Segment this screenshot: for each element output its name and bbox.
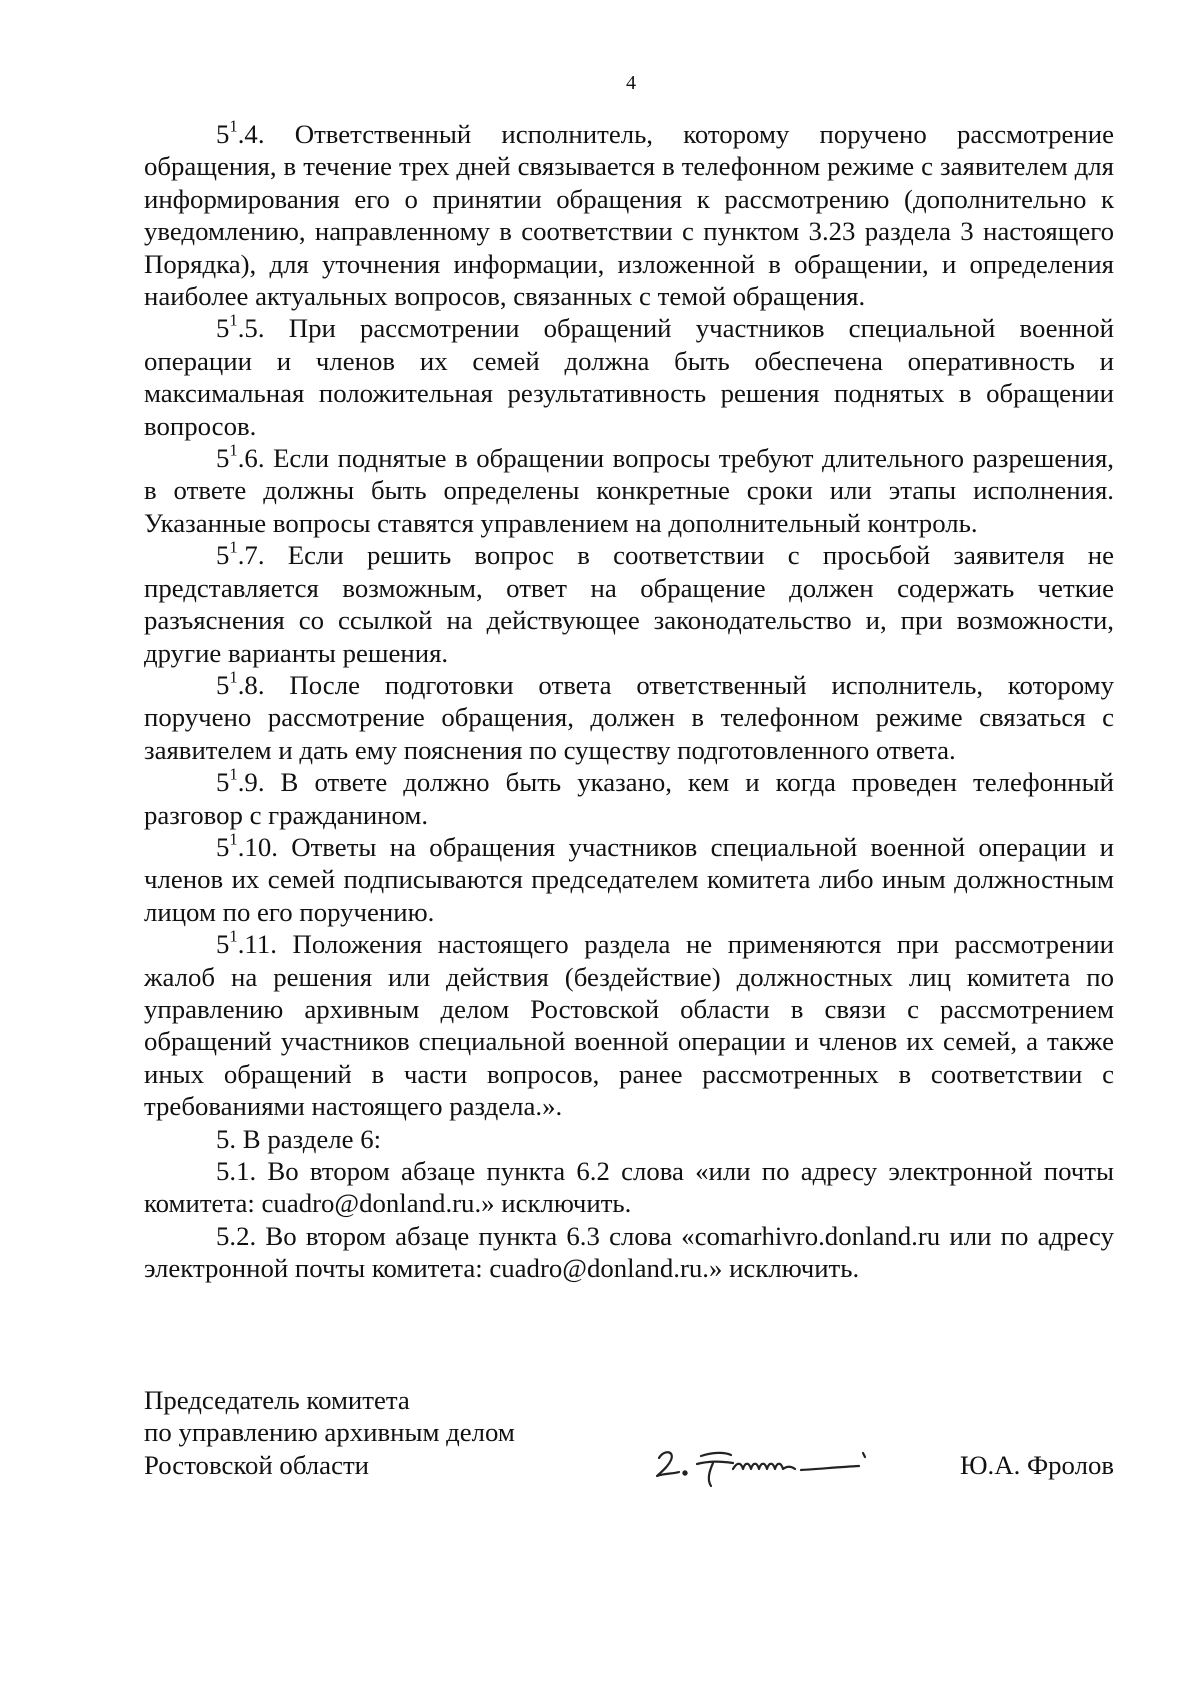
handwritten-signature [649, 1436, 879, 1492]
paragraph-5-1: 5.1. Во втором абзаце пункта 6.2 слова «или по адресу электронной почты комитета: cuadro@donland.ru.» исключить. [144, 1156, 1114, 1219]
page-number: 4 [626, 72, 636, 94]
paragraph-5-1-7: $5^1.7$. Если решить вопрос в соответствии с просьбой заявителя не представляется возможным, ответ на обращение должен содержать четкие разъяснения со ссылкой на действующее законодательство и, при возможности, другие варианты решения. [144, 537, 1114, 668]
signatory-title-line: по управлению архивным делом [144, 1417, 515, 1448]
paragraph-5: 5. В разделе 6: [216, 1123, 382, 1154]
paragraph-5-1-6: $5^1.6$. Если поднятые в обращении вопросы требуют длительного разрешения, в ответе должны быть определены конкретные сроки или этапы исполнения. Указанные вопросы ставятся управлением на дополнительный контроль. [144, 440, 1114, 538]
document-body [144, 118, 1114, 1285]
paragraph-5-1-11: $5^1.11$. Положения настоящего раздела не применяются при рассмотрении жалоб на решения или действия (бездействие) должностных лиц комитета по управлению архивным делом Ростовской области в связи с рассмотрением обращений участников специальной военной операции и членов их семей, а также иных обращений в части вопросов, ранее рассмотренных в соответствии с требованиями настоящего раздела.». [144, 926, 1114, 1122]
paragraph-5-1-8: $5^1.8$. После подготовки ответа ответственный исполнитель, которому поручено рассмотрение обращения, должен в телефонном режиме связаться с заявителем и дать ему пояснения по существу подготовленного ответа. [144, 667, 1114, 765]
paragraph-5-1-4: $5^1.4$. Ответственный исполнитель, которому поручено рассмотрение обращения, в течение трех дней связывается в телефонном режиме с заявителем для информирования его о принятии обращения к рассмотрению (дополнительно к уведомлению, направленному в соответствии с пунктом 3.23 раздела 3 настоящего Порядка), для уточнения информации, изложенной в обращении, и определения наиболее актуальных вопросов, связанных с темой обращения. [144, 116, 1114, 312]
paragraph-5-2: 5.2. Во втором абзаце пункта 6.3 слова «comarhivro.donland.ru или по адресу электронной почты комитета: cuadro@donland.ru.» исключить. [144, 1220, 1114, 1284]
signatory-title-line: Ростовской области [144, 1449, 370, 1480]
signatory-title-line: Председатель комитета [144, 1385, 410, 1415]
paragraph-5-1-5: $5^1.5$. При рассмотрении обращений участников специальной военной операции и членов их семей должна быть обеспечена оперативность и максимальная положительная результативность решения поднятых в обращении вопросов. [144, 310, 1114, 441]
paragraph-5-1-9: $5^1.9$. В ответе должно быть указано, кем и когда проведен телефонный разговор с гражданином. [144, 764, 1114, 830]
paragraph-5-1-10: $5^1.10$. Ответы на обращения участников специальной военной операции и членов их семей подписываются председателем комитета либо иным должностным лицом по его поручению. [144, 829, 1114, 927]
signatory-title [144, 1384, 515, 1481]
signatory-name: Ю.А. Фролов [959, 1450, 1114, 1480]
signature-block [144, 1384, 1114, 1494]
